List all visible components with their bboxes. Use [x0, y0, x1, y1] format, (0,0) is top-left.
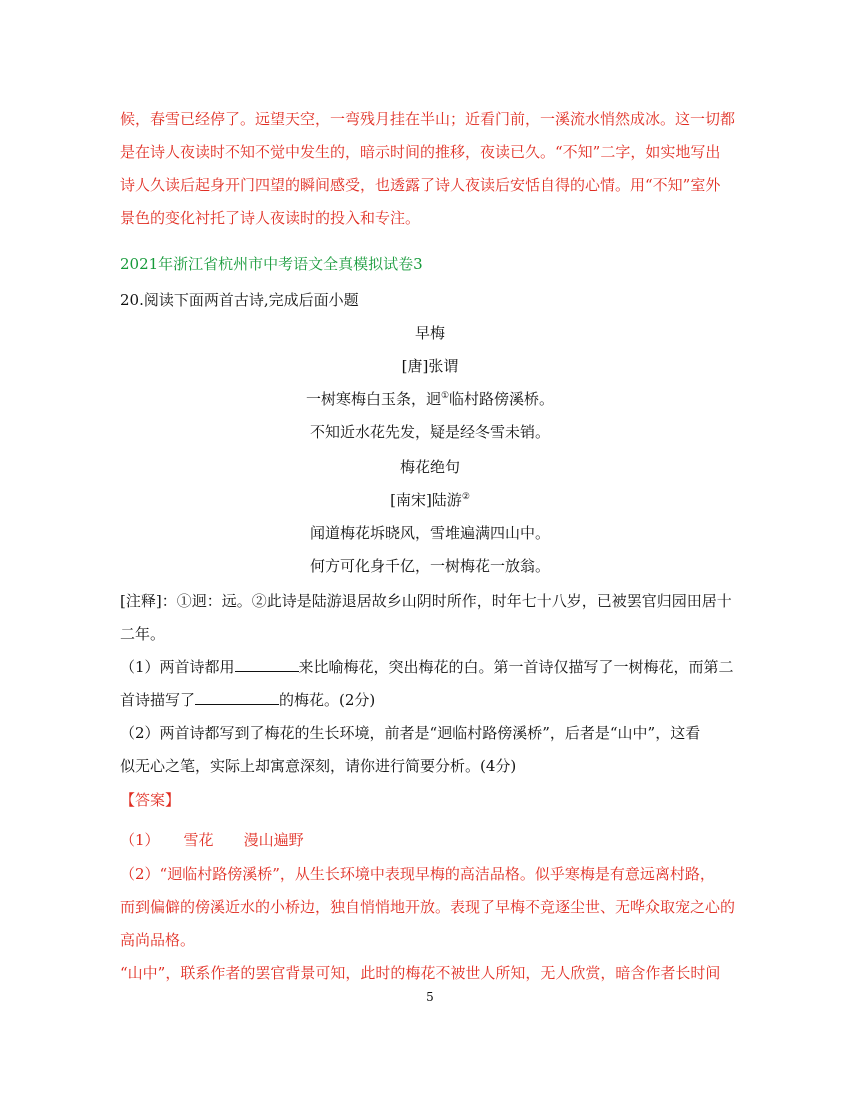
poem-line: 不知近水花先发，疑是经冬雪未销。 — [309, 423, 550, 441]
poem-line: 何方可化身千亿，一树梅花一放翁。 — [309, 557, 550, 575]
text-part: （1）两首诗都用 — [120, 658, 235, 676]
poem-plum-quatrain — [120, 451, 740, 583]
answer-value: 雪花 — [183, 831, 214, 849]
answer-label: 【答案】 — [120, 791, 181, 809]
text-part: 首诗描写了 — [120, 691, 196, 709]
text-line: [注释]：①迥：远。②此诗是陆游退居故乡山阴时所作，时年七十八岁，已被罢官归园田居十 — [120, 592, 732, 610]
text-line — [120, 684, 740, 717]
text-line: （2）两首诗都写到了梅花的生长环境，前者是“迥临村路傍溪桥”，后者是“山中”，这看 — [120, 724, 701, 742]
text-line: 候，春雪已经停了。远望天空，一弯残月挂在半山；近看门前，一溪流水悄然成冰。这一切都 — [120, 110, 736, 128]
poem-author — [120, 484, 740, 517]
source-heading: 2021年浙江省杭州市中考语文全真模拟试卷3 — [120, 255, 423, 273]
text-line: 二年。 — [120, 625, 166, 643]
text-line: 而到偏僻的傍溪近水的小桥边，独自悄悄地开放。表现了早梅不竞逐尘世、无哗众取宠之心的 — [120, 898, 736, 916]
answer-value: 漫山遍野 — [243, 831, 304, 849]
poem-line-part: 临村路傍溪桥。 — [449, 390, 555, 408]
fill-blank — [195, 690, 279, 705]
text-line: 似无心之笔，实际上却寓意深刻，请你进行简要分析。(4分) — [120, 757, 517, 775]
poem-line-part: 一树寒梅白玉条，迥 — [305, 390, 441, 408]
question-2 — [120, 717, 740, 783]
poem-line: 闻道梅花坼晓风，雪堆遍满四山中。 — [309, 524, 550, 542]
text-line: 诗人久读后起身开门四望的瞬间感受，也透露了诗人夜读后安恬自得的心情。用“不知”室外 — [120, 176, 721, 194]
poem-title: 梅花绝句 — [399, 458, 460, 476]
fill-blank — [235, 657, 299, 672]
intro-answer-paragraph — [120, 103, 740, 235]
footnote-marker: ① — [440, 391, 450, 401]
answer-2 — [120, 858, 740, 990]
question-1 — [120, 651, 740, 717]
poem-author: [唐]张谓 — [401, 357, 459, 375]
poem-title: 早梅 — [414, 324, 445, 342]
page-number: 5 — [426, 990, 434, 1004]
notes-paragraph — [120, 585, 740, 651]
question-prompt: 20.阅读下面两首古诗,完成后面小题 — [120, 291, 359, 309]
answer-1 — [120, 824, 740, 857]
text-line: “山中”，联系作者的罢官背景可知，此时的梅花不被世人所知，无人欣赏，暗含作者长时间 — [120, 964, 721, 982]
text-line: 景色的变化衬托了诗人夜读时的投入和专注。 — [120, 209, 421, 227]
text-line: 是在诗人夜读时不知不觉中发生的，暗示时间的推移，夜读已久。“不知”二字，如实地写出 — [120, 143, 721, 161]
text-line: （2）“迥临村路傍溪桥”，从生长环境中表现早梅的高洁品格。似乎寒梅是有意远离村路， — [120, 865, 715, 883]
answer-number: （1） — [120, 831, 160, 849]
footnote-marker: ② — [461, 492, 470, 502]
poem-early-plum — [120, 317, 740, 449]
text-part: 来比喻梅花，突出梅花的白。第一首诗仅描写了一树梅花，而第二 — [298, 658, 734, 676]
text-line — [120, 651, 740, 684]
poem-line — [120, 383, 740, 416]
text-part: 的梅花。(2分) — [279, 691, 376, 709]
poem-author-name: [南宋]陆游 — [390, 491, 462, 509]
text-line: 高尚品格。 — [120, 931, 196, 949]
